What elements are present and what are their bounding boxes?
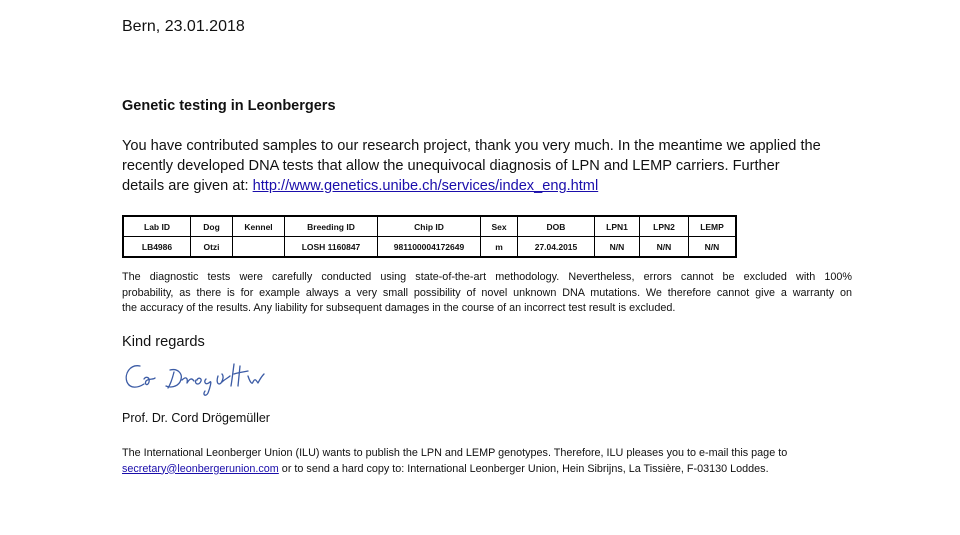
table-row <box>123 237 736 258</box>
intro-line-3-prefix: details are given at: <box>122 178 253 194</box>
cell-chip-id: 981100004172649 <box>378 237 481 258</box>
kind-regards: Kind regards <box>122 334 205 350</box>
footer-line-2 <box>122 462 852 478</box>
cell-breeding-id: LOSH 1160847 <box>285 237 378 258</box>
cell-lemp: N/N <box>689 237 737 258</box>
intro-line-3 <box>122 176 852 196</box>
cell-lpn1: N/N <box>595 237 640 258</box>
signer-name: Prof. Dr. Cord Drögemüller <box>122 411 270 425</box>
header-breeding-id: Breeding ID <box>285 216 378 237</box>
letter-heading: Genetic testing in Leonbergers <box>122 98 336 114</box>
header-dob: DOB <box>518 216 595 237</box>
disclaimer-line-2: probability, as there is for example always a very small possibility of novel unknown DNA mutations. We therefore cannot give a warranty on <box>122 286 852 299</box>
header-sex: Sex <box>481 216 518 237</box>
intro-line-2: recently developed DNA tests that allow the unequivocal diagnosis of LPN and LEMP carriers. Further <box>122 158 780 174</box>
header-lemp: LEMP <box>689 216 737 237</box>
header-lpn1: LPN1 <box>595 216 640 237</box>
cell-kennel <box>233 237 285 258</box>
secretary-email-link[interactable]: secretary@leonbergerunion.com <box>122 462 279 475</box>
footer-paragraph <box>122 446 852 477</box>
intro-line-1: You have contributed samples to our research project, thank you very much. In the meantime we applied the <box>122 138 821 154</box>
footer-line-1: The International Leonberger Union (ILU) wants to publish the LPN and LEMP genotypes. Therefore, ILU pleases you to e-mail this page to <box>122 447 788 459</box>
intro-paragraph <box>122 136 852 196</box>
disclaimer-paragraph <box>122 270 852 317</box>
letter-date: Bern, 23.01.2018 <box>122 18 245 35</box>
header-dog: Dog <box>191 216 233 237</box>
header-lab-id: Lab ID <box>123 216 191 237</box>
table-header-row <box>123 216 736 237</box>
cell-dog: Otzi <box>191 237 233 258</box>
disclaimer-line-3: the accuracy of the results. Any liability for subsequent damages in the course of an incorrect test result is excluded. <box>122 302 676 314</box>
cell-lab-id: LB4986 <box>123 237 191 258</box>
header-chip-id: Chip ID <box>378 216 481 237</box>
cell-sex: m <box>481 237 518 258</box>
results-table <box>122 215 737 258</box>
disclaimer-line-1: The diagnostic tests were carefully conducted using state-of-the-art methodology. Nevertheless, errors cannot be excluded with 100% <box>122 271 852 283</box>
cell-lpn2: N/N <box>640 237 689 258</box>
header-lpn2: LPN2 <box>640 216 689 237</box>
genetics-link[interactable]: http://www.genetics.unibe.ch/services/index_eng.html <box>252 178 599 194</box>
footer-line-2-suffix: or to send a hard copy to: International Leonberger Union, Hein Sibrijns, La Tissière, F-03130 Loddes. <box>278 462 769 475</box>
handwritten-signature <box>122 352 292 402</box>
cell-dob: 27.04.2015 <box>518 237 595 258</box>
header-kennel: Kennel <box>233 216 285 237</box>
